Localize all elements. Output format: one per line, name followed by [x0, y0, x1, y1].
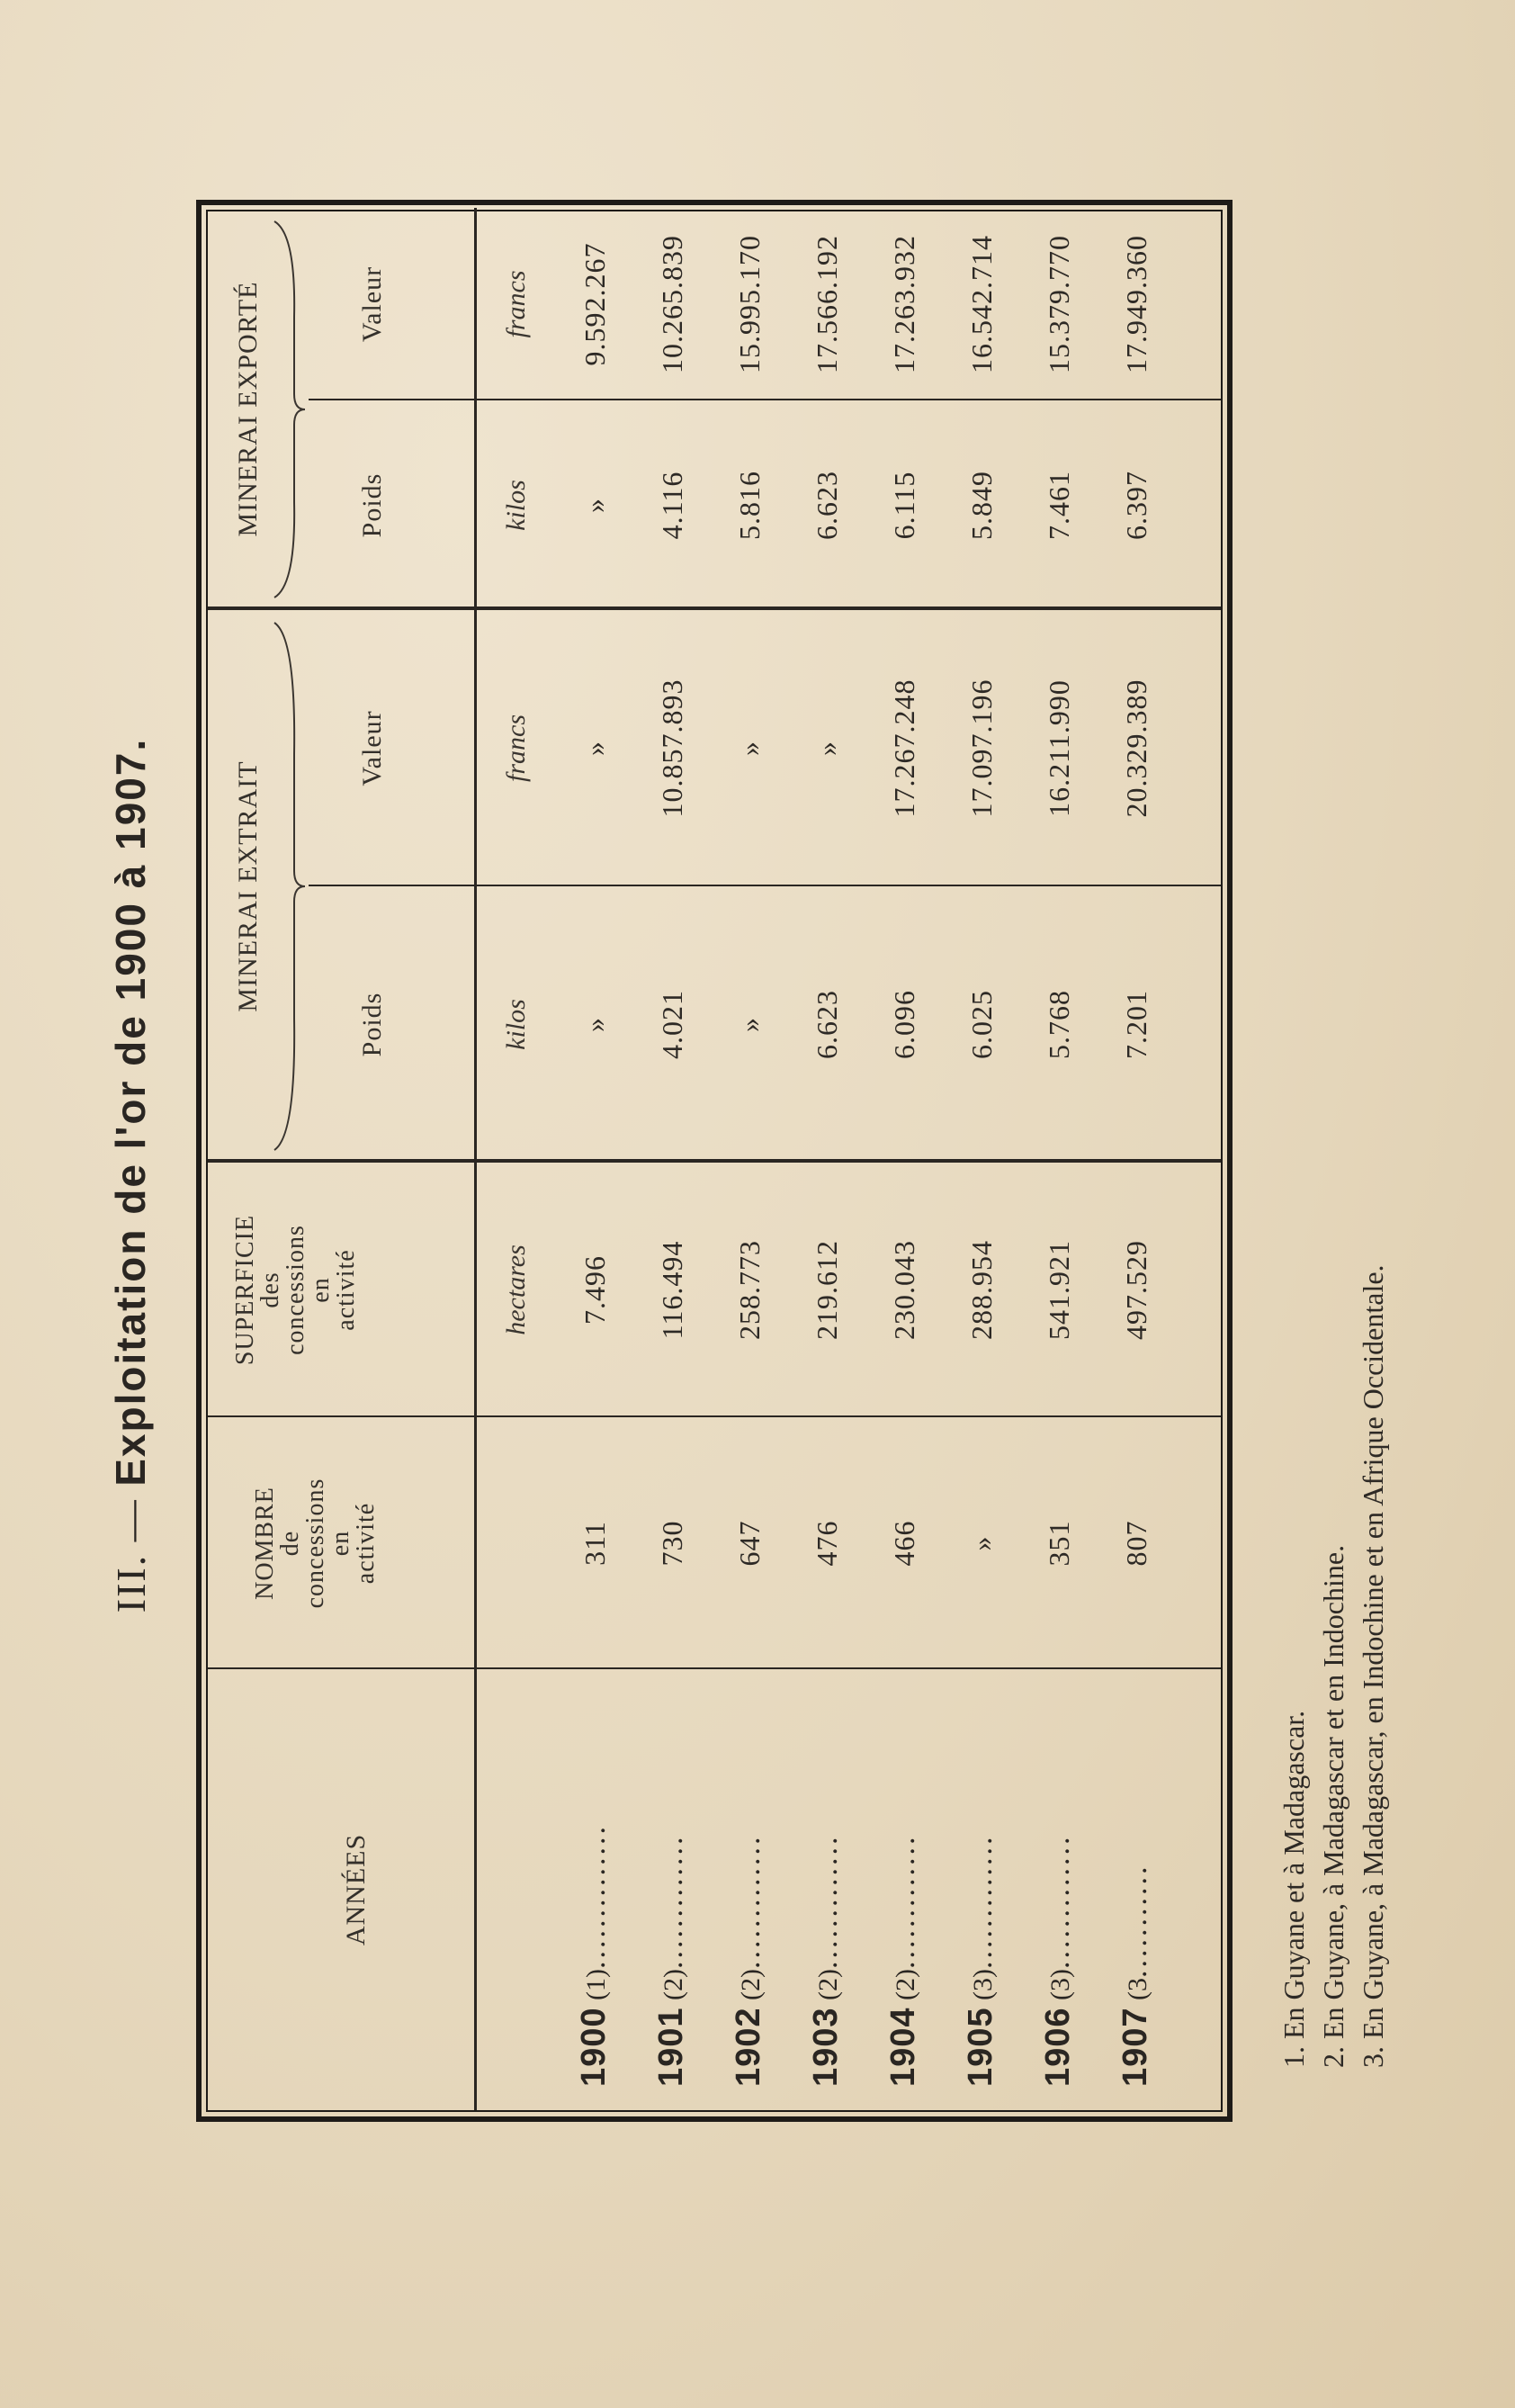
cell-nombre: » — [965, 1535, 998, 1551]
cell-superficie: 219.612 — [811, 1240, 843, 1340]
cell-superficie: 497.529 — [1120, 1240, 1152, 1340]
unit-kilos-exporte: kilos — [501, 480, 531, 531]
cell-extrait-valeur: » — [578, 741, 611, 756]
table-row-year: 1903 (2)............. — [807, 1834, 845, 2087]
cell-nombre: 476 — [811, 1520, 843, 1567]
cell-extrait-poids: 6.096 — [888, 990, 920, 1059]
brace-exporte — [271, 217, 307, 601]
cell-exporte-valeur: 17.263.932 — [888, 235, 920, 373]
header-nombre: NOMBRE de concessions en activité — [251, 1478, 380, 1609]
table-inner — [206, 210, 1223, 2112]
cell-extrait-poids: 5.768 — [1043, 990, 1075, 1059]
cell-nombre: 730 — [656, 1520, 688, 1567]
cell-extrait-valeur: 16.211.990 — [1043, 679, 1075, 817]
cell-extrait-valeur: 17.267.248 — [888, 678, 920, 818]
page-title — [106, 230, 155, 2120]
cell-nombre: 647 — [733, 1520, 766, 1567]
title-text: Exploitation de l'or de 1900 à 1907. — [107, 737, 154, 1487]
cell-nombre: 351 — [1043, 1520, 1075, 1567]
cell-extrait-valeur: » — [733, 741, 766, 756]
cell-exporte-poids: 6.115 — [888, 471, 920, 540]
header-extrait-poids: Poids — [357, 992, 387, 1057]
footnote-3: 3. En Guyane, à Madagascar, en Indochine et en Afrique Occidentale. — [1357, 1264, 1389, 2068]
cell-exporte-valeur: 15.379.770 — [1043, 235, 1075, 373]
table-row-year: 1904 (2)............. — [884, 1834, 922, 2087]
cell-exporte-poids: » — [578, 498, 611, 513]
cell-exporte-poids: 6.397 — [1120, 471, 1152, 540]
unit-francs-exporte: francs — [501, 270, 531, 338]
cell-superficie: 7.496 — [578, 1255, 611, 1325]
cell-extrait-valeur: 10.857.893 — [656, 678, 688, 818]
header-superficie: SUPERFICIE des concessions en activité — [231, 1214, 360, 1366]
gold-table — [196, 200, 1233, 2122]
cell-exporte-valeur: 9.592.267 — [578, 242, 611, 366]
cell-superficie: 116.494 — [656, 1240, 688, 1340]
table-row-year: 1902 (2)............. — [730, 1834, 767, 2087]
cell-superficie: 258.773 — [733, 1240, 766, 1340]
footnote-2: 2. En Guyane, à Madagascar et en Indochine. — [1317, 1544, 1349, 2068]
cell-extrait-poids: » — [733, 1017, 766, 1032]
header-minerai-exporte: MINERAI EXPORTÉ — [233, 281, 263, 537]
cell-exporte-poids: 7.461 — [1043, 471, 1075, 540]
cell-exporte-valeur: 10.265.839 — [656, 235, 688, 373]
unit-kilos-extrait: kilos — [501, 999, 531, 1050]
cell-exporte-valeur: 15.995.170 — [733, 235, 766, 373]
cell-exporte-poids: 4.116 — [656, 471, 688, 540]
cell-extrait-poids: » — [578, 1017, 611, 1032]
table-row-year: 1906 (3)............. — [1039, 1834, 1077, 2087]
table-row-year: 1905 (3)............. — [962, 1834, 1000, 2087]
cell-extrait-valeur: 20.329.389 — [1120, 678, 1152, 818]
cell-superficie: 541.921 — [1043, 1240, 1075, 1340]
header-minerai-extrait: MINERAI EXTRAIT — [233, 760, 263, 1012]
header-exporte-valeur: Valeur — [357, 265, 387, 343]
cell-extrait-poids: 4.021 — [656, 990, 688, 1059]
table-row-year: 1907 (3........... — [1116, 1864, 1154, 2087]
cell-extrait-valeur: 17.097.196 — [965, 678, 998, 818]
cell-extrait-valeur: » — [811, 741, 843, 756]
cell-extrait-poids: 6.025 — [965, 990, 998, 1059]
title-numeral: III. — — [108, 1486, 154, 1613]
cell-exporte-valeur: 16.542.714 — [965, 235, 998, 373]
cell-extrait-poids: 7.201 — [1120, 990, 1152, 1059]
cell-extrait-poids: 6.623 — [811, 990, 843, 1059]
cell-superficie: 230.043 — [888, 1240, 920, 1340]
unit-hectares: hectares — [501, 1244, 531, 1335]
cell-exporte-valeur: 17.566.192 — [811, 235, 843, 373]
cell-nombre: 466 — [888, 1520, 920, 1567]
brace-extrait — [271, 619, 307, 1154]
header-exporte-poids: Poids — [357, 472, 387, 538]
header-annees: ANNÉES — [341, 1833, 371, 1946]
header-extrait-valeur: Valeur — [357, 710, 387, 786]
table-row-year: 1900 (1).............. — [575, 1823, 613, 2087]
cell-exporte-poids: 5.816 — [733, 471, 766, 540]
cell-exporte-valeur: 17.949.360 — [1120, 235, 1152, 373]
cell-nombre: 807 — [1120, 1520, 1152, 1567]
footnote-1: 1. En Guyane et à Madagascar. — [1277, 1710, 1310, 2068]
unit-francs-extrait: francs — [501, 714, 531, 782]
cell-superficie: 288.954 — [965, 1240, 998, 1340]
cell-exporte-poids: 6.623 — [811, 471, 843, 540]
table-row-year: 1901 (2)............. — [652, 1834, 690, 2087]
cell-nombre: 311 — [578, 1521, 611, 1566]
header-rule — [474, 208, 477, 2110]
cell-exporte-poids: 5.849 — [965, 471, 998, 540]
